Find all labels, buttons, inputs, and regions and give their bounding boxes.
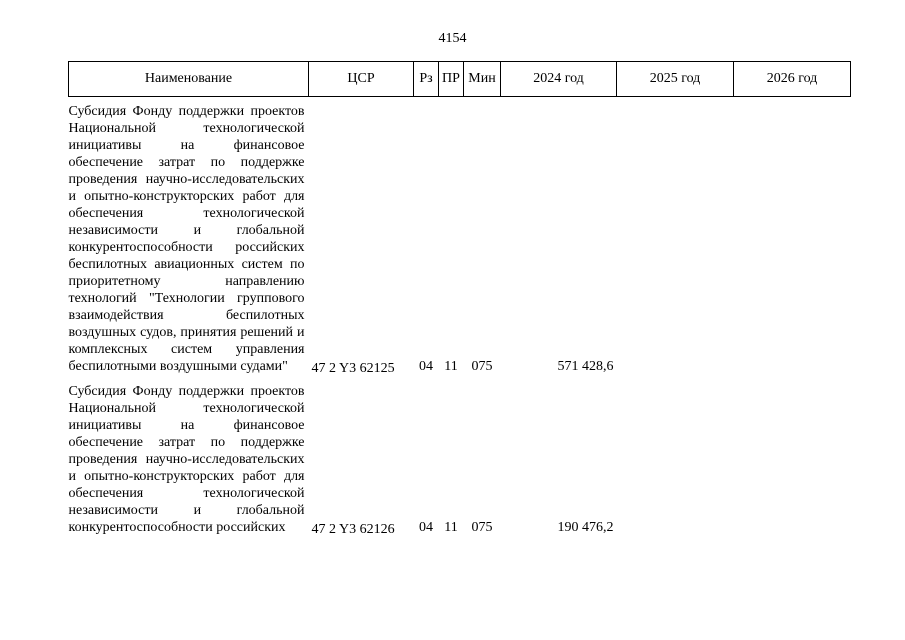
header-rz: Рз [414,62,439,97]
row-rz: 04 [419,520,433,535]
row-2026 [734,377,851,538]
row-2025 [617,97,734,378]
header-name: Наименование [69,62,309,97]
row-2024: 571 428,6 [557,359,614,374]
row-csr: 47 2 Y3 62126 [311,522,395,537]
header-2025: 2025 год [617,62,734,97]
row-2025 [617,377,734,538]
row-min: 075 [471,359,493,374]
row-name-cell [69,377,309,538]
table-row [69,377,851,538]
row-name: Субсидия Фонду поддержки проектов Национальной технологической инициативы на финансовое обеспечение затрат по поддержке проведения научно-исследовательских и опытно-конструкторских работ для обеспечения технологической независимости и глобальной конкурентоспособности российских [68,384,305,535]
row-rz: 04 [419,359,433,374]
header-2026: 2026 год [734,62,851,97]
row-pr: 11 [444,520,458,535]
row-2026 [734,97,851,378]
header-csr: ЦСР [309,62,414,97]
row-pr: 11 [444,359,458,374]
table-row [69,97,851,378]
row-min: 075 [471,520,493,535]
budget-table [68,61,851,538]
row-name: Субсидия Фонду поддержки проектов Национальной технологической инициативы на финансовое обеспечение затрат по поддержке проведения научно-исследовательских и опытно-конструкторских работ для обеспечения технологической независимости и глобальной конкурентоспособности российских беспилотных авиационных систем по приоритетному направлению технологий "Технологии группового взаимодействия беспилотных воздушных судов, принятия решений и комплексных систем управления беспилотными воздушными судами" [68,104,305,374]
row-2024: 190 476,2 [557,520,614,535]
row-name-cell [69,97,309,378]
header-pr: ПР [439,62,464,97]
header-row [69,62,851,97]
row-csr: 47 2 Y3 62125 [311,361,395,376]
header-min: Мин [464,62,501,97]
header-2024: 2024 год [501,62,617,97]
page-number: 4154 [438,31,467,46]
